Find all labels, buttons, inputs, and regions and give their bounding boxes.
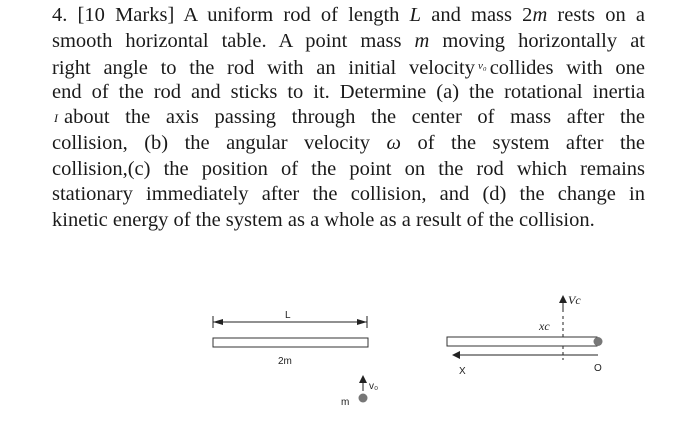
rod (213, 338, 368, 347)
velocity-label: v₀ (369, 381, 379, 392)
x-axis-label: X (459, 366, 466, 377)
var-m: m (532, 4, 548, 26)
rod-mass-label: 2m (278, 356, 292, 367)
arrow-right-icon (357, 319, 367, 325)
rod-after (447, 337, 597, 346)
var-m: m (414, 29, 430, 52)
vc-label: Vc (568, 293, 581, 307)
var-omega: ω (386, 131, 401, 154)
text-run: end of the rod and sticks to it. Determine (a) the rotational inertia (52, 80, 645, 103)
text-run: rests on a (547, 4, 645, 26)
text-run: 4. [10 Marks] A uniform rod of length (52, 4, 410, 26)
text-run: kinetic energy of the system as a whole as a result of the collision. (52, 208, 595, 231)
text-run: of the system after the (401, 131, 645, 154)
origin-label: O (594, 363, 602, 374)
length-label: L (285, 310, 291, 321)
text-run: and mass 2 (421, 4, 533, 26)
xc-label: xc (539, 319, 550, 333)
text-run: right angle to the rod with an initial velocity (52, 57, 475, 80)
text-run: moving horizontally at (429, 29, 645, 52)
text-run: collides with one (489, 57, 645, 80)
figure-after-collision (447, 293, 603, 377)
text-run: stationary immediately after the collision, and (d) the change in (52, 183, 645, 206)
text-run: collision, (b) the angular velocity (52, 131, 387, 154)
var-L: L (409, 4, 422, 26)
attached-point-mass (594, 337, 603, 346)
text-run: about the axis passing through the center of mass after the (64, 106, 645, 129)
text-run: collision,(c) the position of the point on the rod which remains (52, 157, 645, 180)
figure-before-collision (213, 310, 378, 408)
var-v0: v₀ (477, 60, 487, 73)
point-mass-label: m (341, 397, 350, 408)
text-run: smooth horizontal table. A point mass (52, 29, 415, 52)
var-I: I (54, 111, 58, 126)
point-mass (359, 394, 368, 403)
arrow-left-icon (213, 319, 223, 325)
